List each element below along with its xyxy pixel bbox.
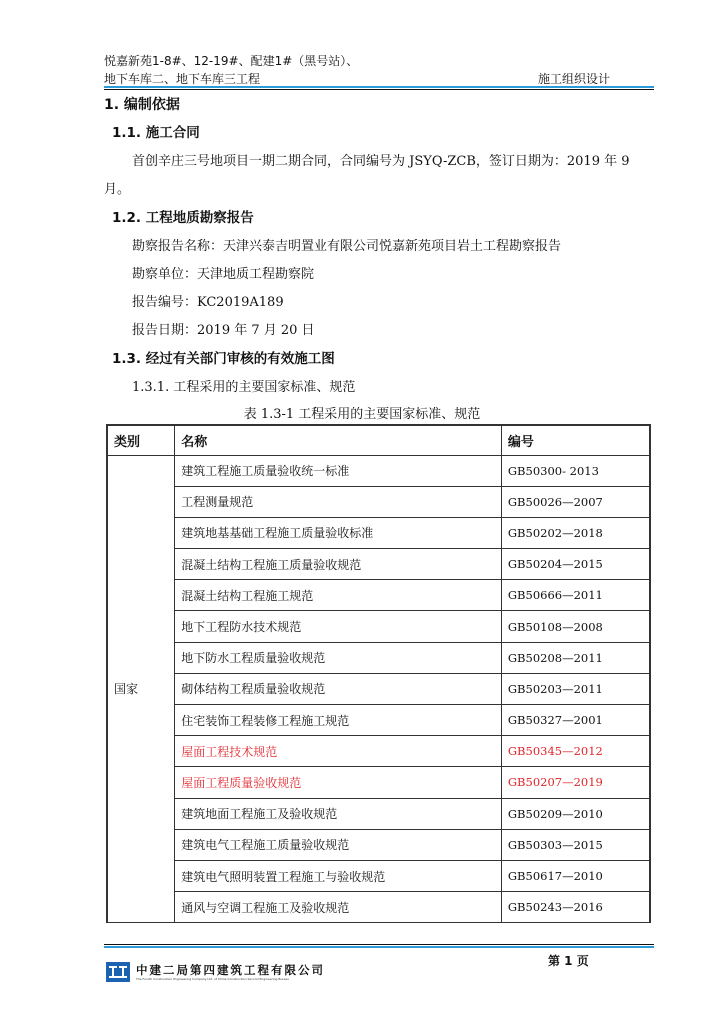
header-rule-thin (104, 89, 654, 90)
standard-name-cell: 建筑工程施工质量验收统一标准 (175, 455, 502, 486)
standard-code-cell: GB50345—2012 (501, 736, 650, 767)
footer-rule-thin (104, 944, 654, 945)
table-row (107, 860, 650, 891)
header-category: 类别 (107, 425, 175, 455)
table-row (107, 549, 650, 580)
standard-code-cell: GB50243—2016 (501, 892, 650, 923)
table-row (107, 486, 650, 517)
header-project-line1: 悦嘉新苑1-8#、12-19#、配建1#（黑号站）、 (104, 54, 359, 68)
standard-name-cell: 通风与空调工程施工及验收规范 (175, 892, 502, 923)
section-1-2-title: 1.2. 工程地质勘察报告 (112, 210, 254, 226)
standard-code-cell: GB50207—2019 (501, 767, 650, 798)
table-header-row (107, 425, 650, 455)
standard-code-cell: GB50617—2010 (501, 860, 650, 891)
company-logo-icon (106, 962, 130, 982)
standard-code-cell: GB50204—2015 (501, 549, 650, 580)
table-row (107, 705, 650, 736)
table-row (107, 517, 650, 548)
table-row (107, 736, 650, 767)
footer-rule (104, 946, 654, 948)
table-body (107, 455, 650, 923)
standard-name-cell: 住宅装饰工程装修工程施工规范 (175, 705, 502, 736)
standard-code-cell: GB50303—2015 (501, 829, 650, 860)
standard-name-cell: 混凝土结构工程施工质量验收规范 (175, 549, 502, 580)
standard-name-cell: 建筑地面工程施工及验收规范 (175, 798, 502, 829)
report-unit: 勘察单位：天津地质工程勘察院 (132, 267, 315, 282)
header-project-line2: 地下车库二、地下车库三工程 (104, 72, 261, 86)
standard-code-cell: GB50327—2001 (501, 705, 650, 736)
table-row (107, 892, 650, 923)
table-row (107, 580, 650, 611)
standard-code-cell: GB50202—2018 (501, 517, 650, 548)
report-date: 报告日期：2019 年 7 月 20 日 (132, 323, 315, 338)
standard-name-cell: 砌体结构工程质量验收规范 (175, 673, 502, 704)
table-row (107, 798, 650, 829)
header-rule (104, 86, 654, 88)
standard-name-cell: 地下工程防水技术规范 (175, 611, 502, 642)
standard-code-cell: GB50300- 2013 (501, 455, 650, 486)
table-row (107, 767, 650, 798)
table-caption: 表 1.3-1 工程采用的主要国家标准、规范 (243, 407, 481, 422)
report-number: 报告编号：KC2019A189 (132, 295, 284, 310)
table-row (107, 611, 650, 642)
standard-name-cell: 屋面工程质量验收规范 (175, 767, 502, 798)
standard-name-cell: 建筑电气照明装置工程施工与验收规范 (175, 860, 502, 891)
table-row (107, 455, 650, 486)
table-row (107, 673, 650, 704)
standard-code-cell: GB50203—2011 (501, 673, 650, 704)
category-cell: 国家 (107, 455, 175, 923)
standards-table (106, 424, 651, 923)
standard-code-cell: GB50666—2011 (501, 580, 650, 611)
standard-name-cell: 建筑电气工程施工质量验收规范 (175, 829, 502, 860)
report-name: 勘察报告名称：天津兴泰吉明置业有限公司悦嘉新苑项目岩土工程勘察报告 (132, 239, 562, 254)
standard-code-cell: GB50026—2007 (501, 486, 650, 517)
standard-code-cell: GB50208—2011 (501, 642, 650, 673)
header-code: 编号 (501, 425, 650, 455)
header-name: 名称 (175, 425, 502, 455)
standard-name-cell: 建筑地基基础工程施工质量验收标准 (175, 517, 502, 548)
contract-text-line1: 首创辛庄三号地项目一期二期合同，合同编号为 JSYQ-ZCB，签订日期为：2019 年 9 (132, 154, 630, 169)
table-row (107, 642, 650, 673)
header-doc-type: 施工组织设计 (538, 72, 611, 86)
standard-name-cell: 工程测量规范 (175, 486, 502, 517)
standard-name-cell: 屋面工程技术规范 (175, 736, 502, 767)
section-1-title: 1. 编制依据 (104, 97, 180, 113)
standard-code-cell: GB50209—2010 (501, 798, 650, 829)
section-1-3-title: 1.3. 经过有关部门审核的有效施工图 (112, 351, 335, 367)
company-name: 中建二局第四建筑工程有限公司 (136, 963, 325, 977)
standard-name-cell: 地下防水工程质量验收规范 (175, 642, 502, 673)
standard-code-cell: GB50108—2008 (501, 611, 650, 642)
page-number: 第 1 页 (548, 954, 589, 968)
company-name-en: The Fourth Construction Engineering Company Ltd. of China Construction Second Engineering Bureau (136, 977, 290, 981)
section-1-3-1-title: 1.3.1. 工程采用的主要国家标准、规范 (132, 380, 356, 395)
contract-text-line2: 月。 (104, 182, 131, 197)
standard-name-cell: 混凝土结构工程施工规范 (175, 580, 502, 611)
table-row (107, 829, 650, 860)
section-1-1-title: 1.1. 施工合同 (112, 125, 200, 141)
